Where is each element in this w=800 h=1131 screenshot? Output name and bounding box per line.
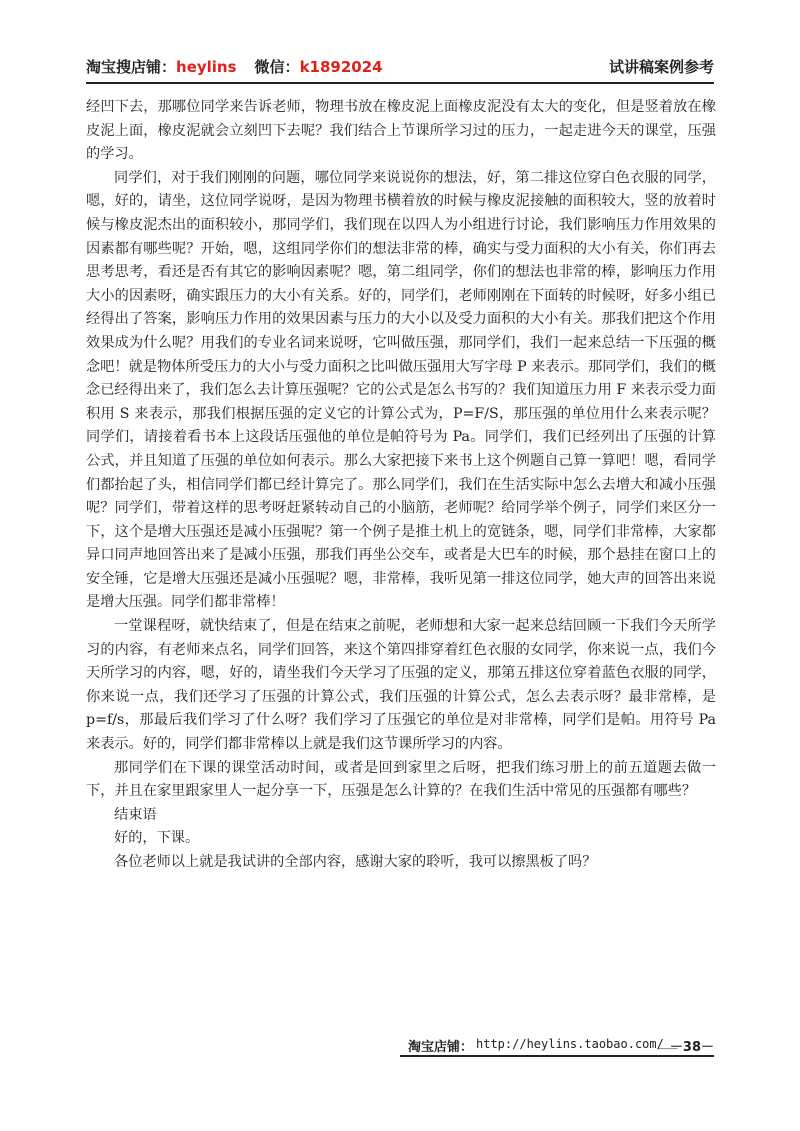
wechat-label: 微信： — [254, 58, 300, 76]
wechat-id: k1892024 — [299, 58, 383, 76]
footer-underline: ___ — [658, 1035, 678, 1050]
page-number: －38－ — [669, 1040, 714, 1055]
paragraph-2: 同学们，对于我们刚刚的问题，哪位同学来说说你的想法，好，第二排这位穿白色衣服的同学，嗯，好的，请坐，这位同学说呀，是因为物理书横着放的时候与橡皮泥接触的面积较大，竖的放着时候与橡皮泥杰出的面积较小，那同学们，我们现在以四人为小组进行讨论，我们影响压力作用效果的因素都有哪些呢？开始，嗯，这组同学你们的想法非常的棒，确实与受力面积的大小有关，你们再去思考思考，看还是否有其它的影响因素呢？嗯，第二组同学，你们的想法也非常的棒，影响压力作用大小的因素呀，确实跟压力的大小有关系。好的，同学们，老师刚刚在下面转的时候呀，好多小组已经得出了答案，影响压力作用的效果因素与压力的大小以及受力面积的大小有关。那我们把这个作用效果成为什么呢？用我们的专业名词来说呀，它叫做压强，那同学们，我们一起来总结一下压强的概念吧！就是物体所受压力的大小与受力面积之比叫做压强用大写字母 P 来表示。那同学们，我们的概念已经得出来了，我们怎么去计算压强呢？它的公式是怎么书写的？我们知道压力用 F 来表示受力面积用 S 来表示，那我们根据压强的定义它的计算公式为，P=F/S，那压强的单位用什么来表示呢？同学们，请接着看书本上这段话压强他的单位是帕符号为 Pa。同学们，我们已经列出了压强的计算公式，并且知道了压强的单位如何表示。那么大家把接下来书上这个例题自己算一算吧！嗯，看同学们都抬起了头，相信同学们都已经计算完了。那么同学们，我们在生活实际中怎么去增大和减小压强呢？同学们，带着这样的思考呀赶紧转动自己的小脑筋，老师呢？给同学举个例子，同学们来区分一下，这个是增大压强还是减小压强呢？第一个例子是推土机上的宽链条，嗯，同学们非常棒，大家都异口同声地回答出来了是减小压强，那我们再坐公交车，或者是大巴车的时候，那个悬挂在窗口上的安全锤，它是增大压强还是减小压强呢？嗯，非常棒，我听见第一排这位同学，她大声的回答出来说是增大压强。同学们都非常棒！ — [86, 169, 716, 611]
paragraph-final: 各位老师以上就是我试讲的全部内容，感谢大家的聆听，我可以擦黑板了吗？ — [114, 854, 597, 870]
paragraph-3: 一堂课程呀，就快结束了，但是在结束之前呢，老师想和大家一起来总结回顾一下我们今天所学习的内容，有老师来点名，同学们回答，来这个第四排穿着红色衣服的女同学，你来说一点，我们今天所学习的内容，嗯，好的，请坐我们今天学习了压强的定义，那第五排这位穿着蓝色衣服的同学，你来说一点，我们还学习了压强的计算公式，我们压强的计算公式，怎么去表示呀？最非常棒，是 p=f/s，那最后我们学习了什么呀？我们学习了压强它的单位是对非常棒，同学们是帕。用符号 Pa 来表示。好的，同学们都非常棒以上就是我们这节课所学习的内容。 — [86, 618, 716, 753]
paragraph-1: 经凹下去，那哪位同学来告诉老师，物理书放在橡皮泥上面橡皮泥没有太大的变化，但是竖着放在橡皮泥上面，橡皮泥就会立刻凹下去呢？我们结合上节课所学习过的压力，一起走进今天的课堂，压强的学习。 — [86, 99, 716, 163]
shop-url-link[interactable]: http://heylins.taobao.com/ — [476, 1037, 664, 1051]
shop-name: heylins — [176, 58, 237, 76]
closing-heading: 结束语 — [114, 806, 157, 823]
shop-label: 淘宝搜店铺： — [86, 58, 177, 76]
document-title: 试讲稿案例参考 — [608, 58, 714, 76]
paragraph-dismissal: 好的，下课。 — [114, 830, 200, 847]
footer-shop-label: 淘宝店铺： — [408, 1040, 474, 1055]
document-body — [86, 96, 716, 875]
page-header — [86, 52, 714, 84]
header-shop-info — [86, 56, 383, 77]
paragraph-4: 那同学们在下课的课堂活动时间，或者是回到家里之后呀，把我们练习册上的前五道题去做一下，并且在家里跟家里人一起分享一下，压强是怎么计算的？在我们生活中常见的压强都有哪些？ — [86, 759, 716, 800]
page-footer — [400, 1033, 714, 1057]
